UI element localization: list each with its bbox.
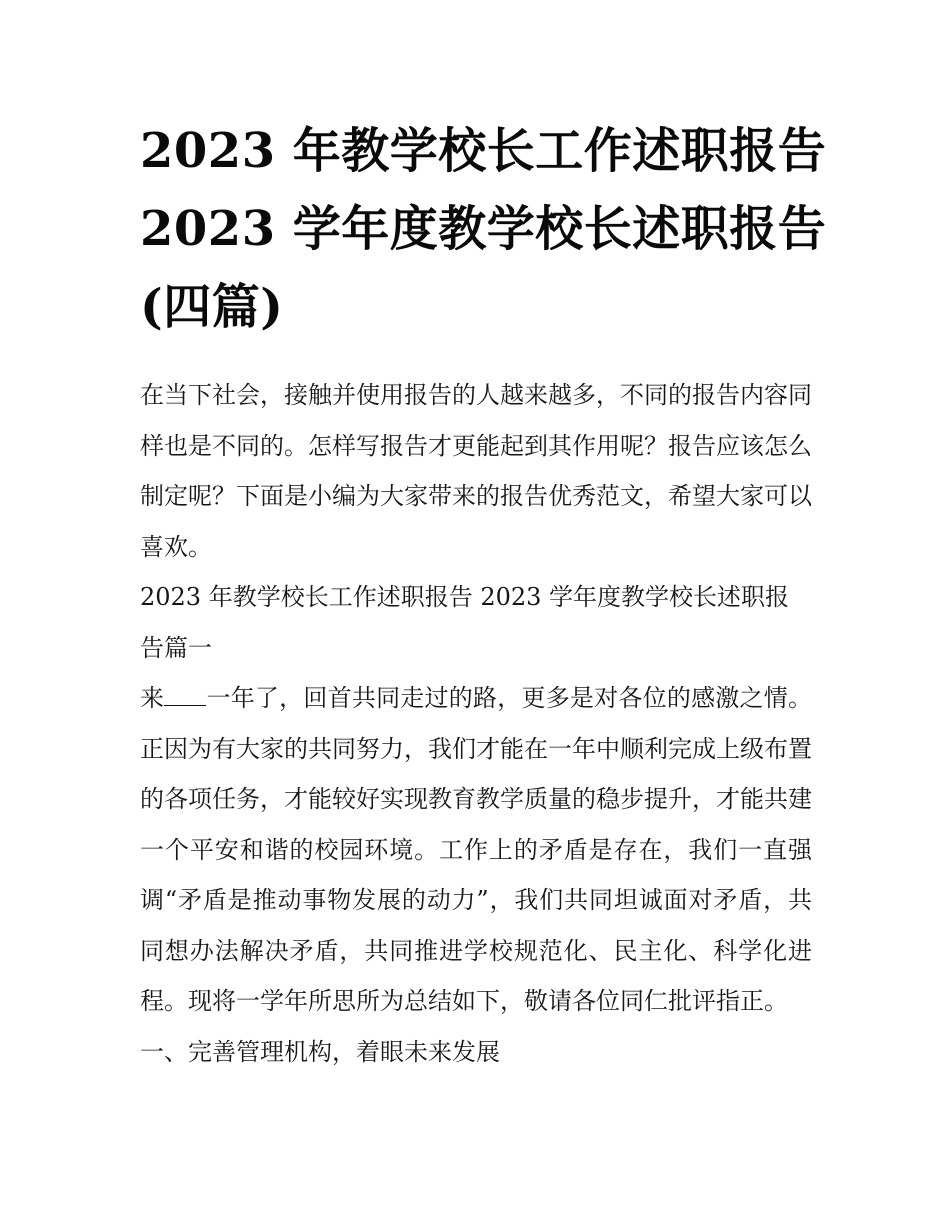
title-line-1: 2023 年教学校长工作述职报告 (140, 123, 827, 179)
title-line-3: (四篇) (140, 279, 284, 335)
intro-paragraph: 在当下社会，接触并使用报告的人越来越多，不同的报告内容同样也是不同的。怎样写报告才更能起到其作用呢？报告应该怎么制定呢？下面是小编为大家带来的报告优秀范文，希望大家可以喜欢。 (140, 381, 812, 561)
document-title (140, 112, 827, 346)
body-paragraph (140, 673, 812, 1027)
fill-in-blank (164, 685, 206, 706)
body-start-text: 来 (140, 684, 165, 712)
title-line-2: 2023 学年度教学校长述职报告 (140, 201, 827, 257)
document-content (140, 112, 827, 1077)
section-heading: 一、完善管理机构，着眼未来发展 (140, 1037, 500, 1066)
body-rest-text: 一年了，回首共同走过的路，更多是对各位的感激之情。正因为有大家的共同努力，我们才能在一年中顺利完成上级布置的各项任务，才能较好实现教育教学质量的稳步提升，才能共建一个平安和谐的校园环境。工作上的矛盾是存在，我们一直强调“矛盾是推动事物发展的动力”，我们共同坦诚面对矛盾，共同想办法解决矛盾，共同推进学校规范化、民主化、科学化进程。现将一学年所思所为总结如下，敬请各位同仁批评指正。 (140, 684, 813, 1015)
article-subtitle: 2023 年教学校长工作述职报告 2023 学年度教学校长述职报告篇一 (140, 583, 790, 662)
